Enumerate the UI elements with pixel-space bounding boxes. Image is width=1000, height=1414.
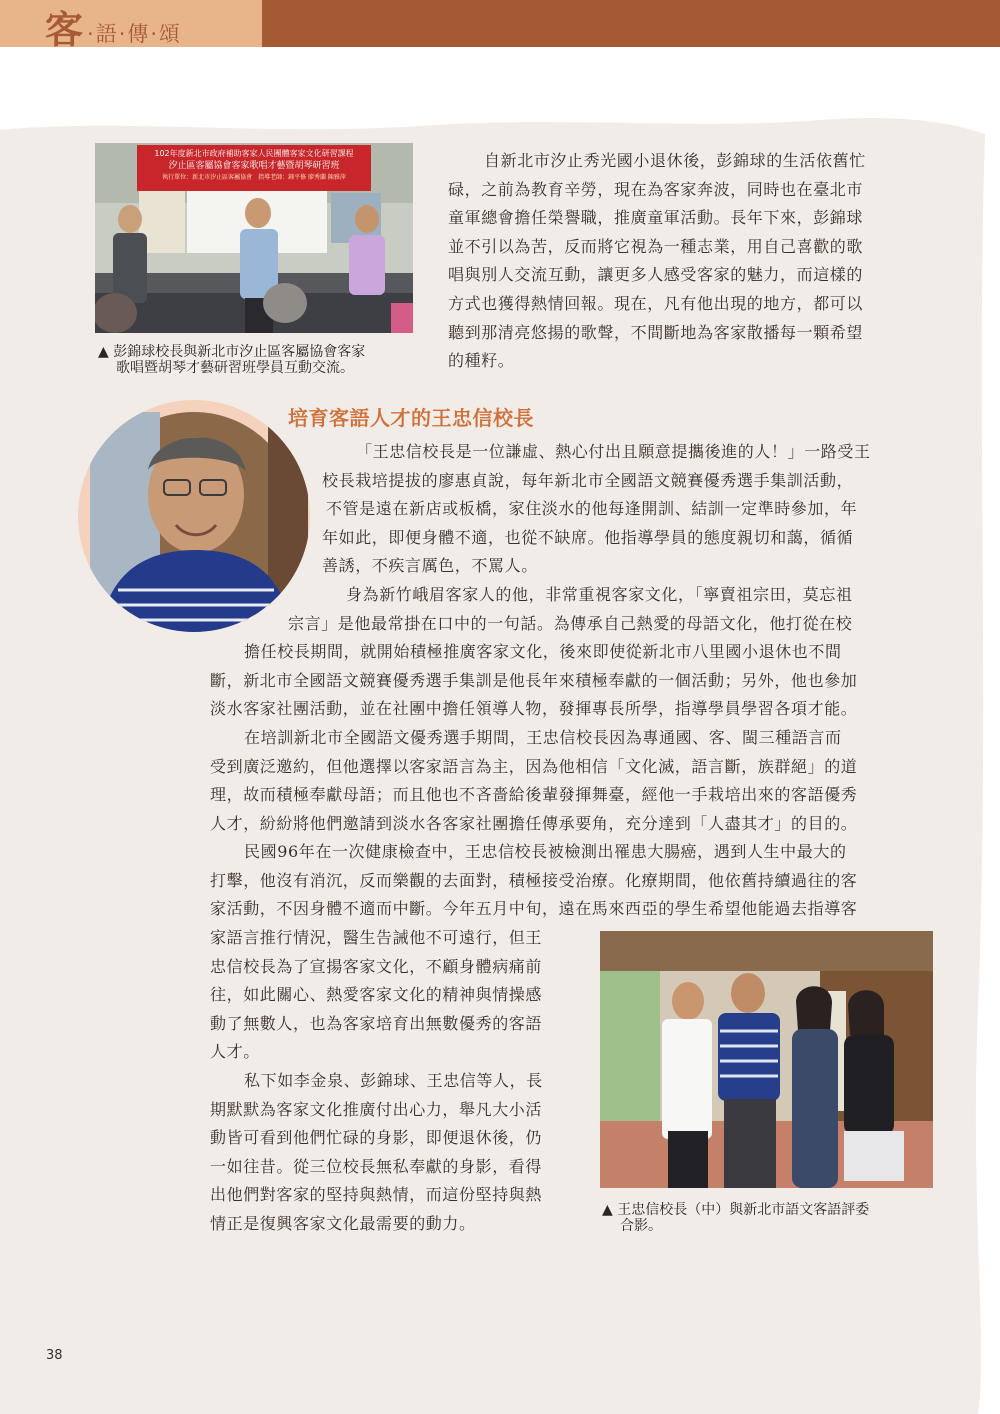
header-title-rest: ·語·傳·頌 [87, 22, 183, 46]
header-title-big: 客 [45, 8, 84, 52]
classroom-photo [95, 143, 413, 333]
text-line: 擔任校長期間，就開始積極推廣客家文化，後來即使從新北市八里國小退休也不間 [244, 642, 842, 662]
text-line: 出他們對客家的堅持與熱情，而這份堅持與熱 [210, 1185, 543, 1205]
text-line: 淡水客家社團活動，並在社團中擔任領導人物，發揮專長所學，指導學員學習各項才能。 [210, 699, 858, 719]
text-line: 年如此，即便身體不適，也從不缺席。他指導學員的態度親切和藹，循循 [322, 527, 854, 547]
banner-line: 汐止區客屬協會客家歌唱才藝暨胡琴研習班 [168, 161, 340, 171]
banner-sub-line: 執行單位：新北市汐止區客屬協會 指導老師：鍾平修 廖秀蘭 陳雅萍 [162, 174, 346, 181]
paragraph-conclusion [210, 1067, 580, 1239]
text-line: 方式也獲得熱情回報。現在，凡有他出現的地方，都可以 [448, 293, 864, 313]
text-line: 理，故而積極奉獻母語；而且他也不吝嗇給後輩發揮舞臺，經他一手栽培出來的客語優秀 [210, 785, 858, 805]
text-line: 身為新竹峨眉客家人的他，非常重視客家文化，「寧賣祖宗田，莫忘祖 [346, 585, 853, 604]
text-line: 民國96年在一次健康檢查中，王忠信校長被檢測出罹患大腸癌，遇到人生中最大的 [244, 842, 847, 861]
text-line: 忠信校長為了宣揚客家文化，不顧身體病痛前 [210, 956, 543, 976]
text-line: 私下如李金泉、彭錦球、王忠信等人，長 [244, 1071, 543, 1090]
paragraph-training [210, 724, 910, 838]
caption-line: 合影。 [620, 1218, 662, 1234]
text-line: 情正是復興客家文化最需要的動力。 [210, 1213, 476, 1233]
paragraph-hakka-culture [210, 581, 910, 724]
photo-caption [98, 344, 418, 376]
text-line: 聽到那清亮悠揚的歌聲，不間斷地為客家散播每一顆希望 [448, 322, 864, 342]
text-line: 自新北市汐止秀光國小退休後，彭錦球的生活依舊忙 [484, 151, 866, 170]
text-line: 人才，紛紛將他們邀請到淡水各客家社團擔任傳承要角，充分達到「人盡其才」的目的。 [210, 813, 858, 833]
text-line: 善誘，不疾言厲色，不罵人。 [322, 556, 538, 576]
text-line: 宗言」是他最常掛在口中的一句話。為傳承自己熱愛的母語文化，他打從在校 [288, 613, 853, 633]
paragraph-liao-quote [322, 438, 908, 581]
header-band-dark [262, 0, 1000, 47]
text-line: 的種籽。 [448, 351, 515, 371]
text-line: 「王忠信校長是一位謙虛、熱心付出且願意提攜後進的人！」一路受王 [356, 442, 871, 461]
text-line: 期默默為客家文化推廣付出心力，舉凡大小活 [210, 1099, 543, 1119]
paragraph-peng [448, 147, 908, 376]
text-line: 動了無數人，也為客家培育出無數優秀的客語 [210, 1013, 543, 1033]
paragraph-illness-cont [210, 924, 580, 1067]
caption-line: ▲ 彭錦球校長與新北市汐止區客屬協會客家 [98, 344, 366, 360]
text-line: 打擊，他沒有消沉，反而樂觀的去面對，積極接受治療。化療期間，他依舊持續過往的客 [210, 870, 858, 890]
text-line: 往，如此關心、熱愛客家文化的精神與情操感 [210, 985, 543, 1005]
text-line: 人才。 [210, 1042, 260, 1062]
photo-caption [602, 1202, 932, 1234]
text-line: 碌，之前為教育辛勞，現在為客家奔波，同時也在臺北市 [448, 179, 864, 199]
group-photo [600, 931, 933, 1188]
text-line: 校長栽培提拔的廖惠貞說，每年新北市全國語文競賽優秀選手集訓活動， [322, 470, 854, 490]
paragraph-illness [210, 838, 910, 924]
banner-line: 102年度新北市政府補助客家人民團體客家文化研習課程 [154, 149, 354, 158]
section-header [45, 10, 182, 50]
text-line: 斷，新北市全國語文競賽優秀選手集訓是他長年來積極奉獻的一個活動；另外，他也參加 [210, 670, 858, 690]
text-line: 並不引以為苦，反而將它視為一種志業，用自己喜歡的歌 [448, 236, 864, 256]
text-line: 童軍總會擔任榮譽職，推廣童軍活動。長年下來，彭錦球 [448, 208, 864, 228]
caption-line: 歌唱暨胡琴才藝研習班學員互動交流。 [116, 360, 354, 376]
text-line: 唱與別人交流互動，讓更多人感受客家的魅力，而這樣的 [448, 265, 864, 285]
text-line: 家活動，不因身體不適而中斷。今年五月中旬，遠在馬來西亞的學生希望他能過去指導客 [210, 899, 858, 919]
section-title: 培育客語人才的王忠信校長 [288, 406, 534, 430]
caption-line: ▲ 王忠信校長（中）與新北市語文客語評委 [602, 1202, 870, 1218]
text-line: 家語言推行情況，醫生告誡他不可遠行，但王 [210, 928, 543, 947]
page-number: 38 [46, 1348, 63, 1363]
text-line: 動皆可看到他們忙碌的身影，即便退休後，仍 [210, 1128, 543, 1148]
text-line: 在培訓新北市全國語文優秀選手期間，王忠信校長因為專通國、客、閩三種語言而 [244, 728, 842, 747]
text-line: 一如往昔。從三位校長無私奉獻的身影，看得 [210, 1156, 543, 1176]
text-line: 不管是遠在新店或板橋，家住淡水的他每逢開訓、結訓一定準時參加，年 [326, 499, 858, 519]
banner-text [137, 147, 371, 183]
text-line: 受到廣泛邀約，但他選擇以客家語言為主，因為他相信「文化滅，語言斷，族群絕」的道 [210, 756, 858, 776]
